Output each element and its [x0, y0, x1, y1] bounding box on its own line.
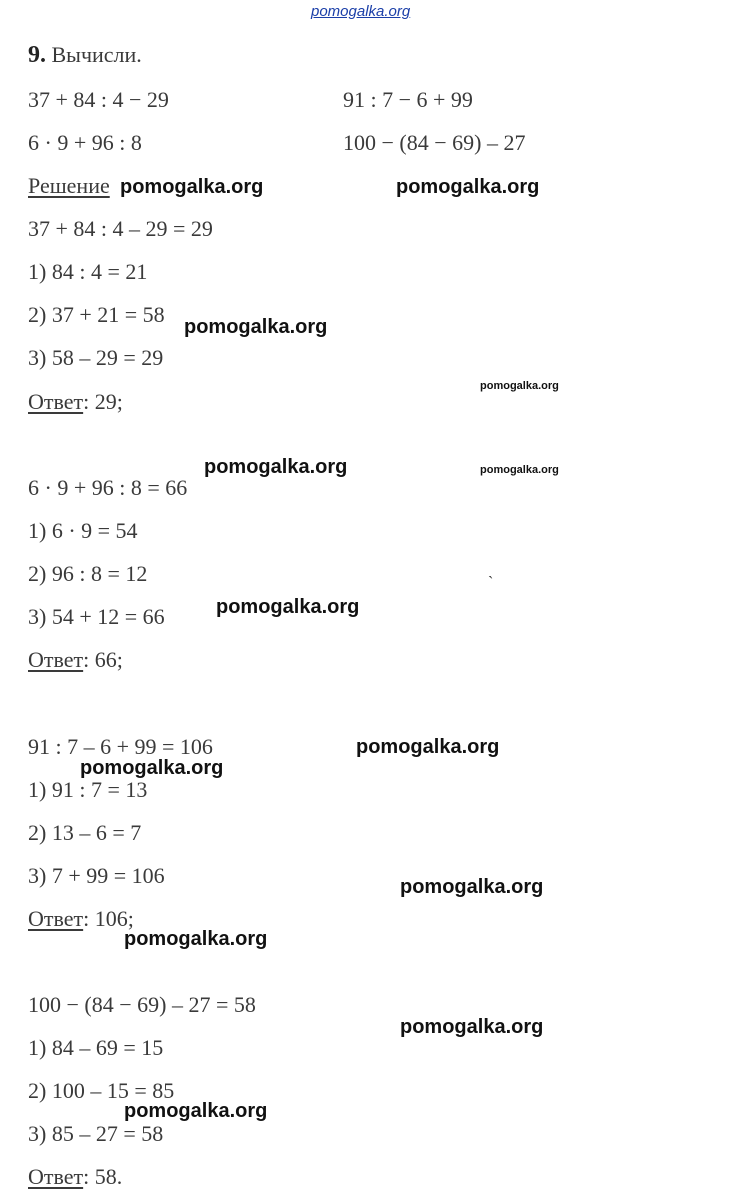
solution-4-step-2: 2) 100 – 15 = 85 [28, 1078, 175, 1103]
watermark: pomogalka.org [400, 876, 544, 898]
answer-value: : 66; [83, 647, 123, 672]
expression-3: 91 : 7 − 6 + 99 [343, 87, 473, 112]
watermark: pomogalka.org [80, 757, 224, 779]
answer-value: : 29; [83, 389, 123, 414]
watermark: pomogalka.org [480, 464, 559, 476]
solution-3-step-2: 2) 13 – 6 = 7 [28, 820, 142, 845]
solution-4-equation: 100 − (84 − 69) – 27 = 58 [28, 992, 256, 1017]
answer-label: Ответ [28, 1164, 84, 1189]
solution-1-equation: 37 + 84 : 4 – 29 = 29 [28, 216, 213, 241]
solution-2-step-2: 2) 96 : 8 = 12 [28, 561, 148, 586]
solution-3-equation: 91 : 7 – 6 + 99 = 106 [28, 734, 213, 759]
solution-1-step-1: 1) 84 : 4 = 21 [28, 259, 148, 284]
watermark: pomogalka.org [124, 928, 268, 950]
expression-1: 37 + 84 : 4 − 29 [28, 87, 169, 112]
watermark: pomogalka.org [216, 596, 360, 618]
answer-value: : 106; [83, 906, 134, 931]
watermark: pomogalka.org [396, 176, 540, 198]
answer-label: Ответ [28, 647, 84, 672]
solution-3-answer [28, 906, 134, 932]
answer-label: Ответ [28, 906, 84, 931]
solution-4-answer [28, 1164, 122, 1190]
solution-2-answer [28, 647, 123, 673]
answer-value: : 58. [83, 1164, 123, 1189]
solution-1-step-3: 3) 58 – 29 = 29 [28, 345, 164, 370]
watermark: pomogalka.org [480, 380, 559, 392]
watermark: pomogalka.org [204, 456, 348, 478]
watermark: pomogalka.org [356, 736, 500, 758]
site-header-link[interactable]: pomogalka.org [311, 3, 411, 20]
solution-4-step-3: 3) 85 – 27 = 58 [28, 1121, 164, 1146]
solution-heading: Решение [28, 173, 110, 198]
expression-4: 100 − (84 − 69) – 27 [343, 130, 526, 155]
task-instruction: Вычисли. [51, 42, 142, 67]
solution-3-step-1: 1) 91 : 7 = 13 [28, 777, 148, 802]
watermark: pomogalka.org [120, 176, 264, 198]
task-title [28, 42, 142, 69]
task-number: 9. [28, 42, 46, 68]
solution-2-equation: 6 · 9 + 96 : 8 = 66 [28, 475, 188, 500]
watermark: pomogalka.org [184, 316, 328, 338]
solution-2-step-1: 1) 6 · 9 = 54 [28, 518, 138, 543]
expression-2: 6 · 9 + 96 : 8 [28, 130, 142, 155]
solution-4-step-1: 1) 84 – 69 = 15 [28, 1035, 164, 1060]
solution-1-answer [28, 389, 123, 415]
watermark: pomogalka.org [400, 1016, 544, 1038]
watermark: pomogalka.org [124, 1100, 268, 1122]
solution-1-step-2: 2) 37 + 21 = 58 [28, 302, 165, 327]
solution-3-step-3: 3) 7 + 99 = 106 [28, 863, 165, 888]
answer-label: Ответ [28, 389, 84, 414]
solution-2-step-3: 3) 54 + 12 = 66 [28, 604, 165, 629]
stray-mark: ˋ [488, 574, 494, 591]
